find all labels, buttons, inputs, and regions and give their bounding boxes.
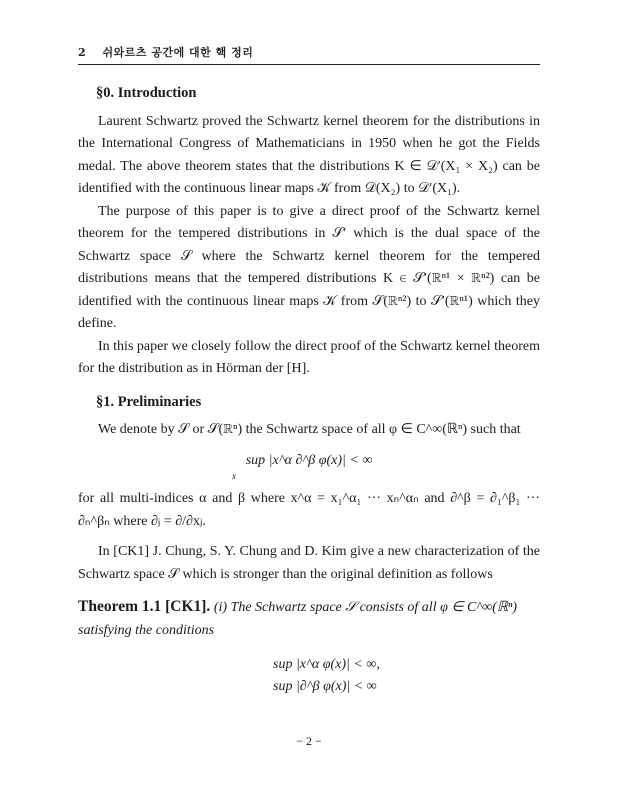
header-page-number: 2 [78, 46, 87, 59]
paragraph-4: We denote by 𝒮 or 𝒮(ℝⁿ) the Schwartz space of all φ ∈ C^∞(ℝⁿ) such that [98, 422, 521, 437]
page-number-footer: − 2 − [296, 734, 322, 748]
running-header [78, 44, 540, 65]
equation-1-text: sup |x^α ∂^β φ(x)| < ∞ [245, 452, 373, 468]
section-title-preliminaries: §1. Preliminaries [96, 393, 202, 410]
equation-2b: sup |∂^β φ(x)| < ∞ [273, 679, 377, 694]
paragraph-6: In [CK1] J. Chung, S. Y. Chung and D. Kim give a new characterization of the Schwartz space 𝒮 which is stronger than the original definition as follows [78, 544, 540, 582]
equation-1 [78, 450, 540, 481]
paragraph-5: for all multi-indices α and β where x^α = x₁^α₁ ··· xₙ^αₙ and ∂^β = ∂₁^β₁ ··· ∂ₙ^βₙ where ∂ⱼ = ∂/∂xⱼ. [78, 491, 540, 529]
equation-2 [273, 654, 540, 698]
header-title: 쉬와르츠 공간에 대한 핵 정리 [102, 46, 254, 59]
section-title-introduction: §0. Introduction [96, 85, 197, 101]
paragraph-3: In this paper we closely follow the direct proof of the Schwartz kernel theorem for the distribution as in Hörman der [H]. [78, 338, 541, 376]
equation-1-subscript: x [232, 471, 236, 481]
body-text [78, 80, 540, 698]
paragraph-1: Laurent Schwartz proved the Schwartz kernel theorem for the distributions in the International Congress of Mathematicians in 1950 when he got the Fields medal. The above theorem states that the distributions K ∈ 𝒟′(X₁ × X₂) can be identified with the continuous linear maps 𝒦 from 𝒟(X₂) to 𝒟′(X₁). [78, 113, 540, 196]
paragraph-2: The purpose of this paper is to give a direct proof of the Schwartz kernel theorem for the tempered distributions in 𝒮′ which is the dual space of the Schwartz space 𝒮 where the Schwartz kernel theorem for the tempered distributions means that the tempered distributions K ∈ 𝒮′(ℝⁿ¹ × ℝⁿ²) can be identified with the continuous linear maps 𝒦 from 𝒮(ℝⁿ²) to 𝒮′(ℝⁿ¹) which they define. [78, 203, 540, 331]
theorem-1-1 [78, 596, 540, 642]
theorem-label: Theorem 1.1 [CK1]. [78, 598, 211, 615]
equation-2a: sup |x^α φ(x)| < ∞, [273, 657, 380, 672]
theorem-text: (i) The Schwartz space 𝒮 consists of all φ ∈ C^∞(ℝⁿ) satisfying the conditions [78, 600, 518, 638]
